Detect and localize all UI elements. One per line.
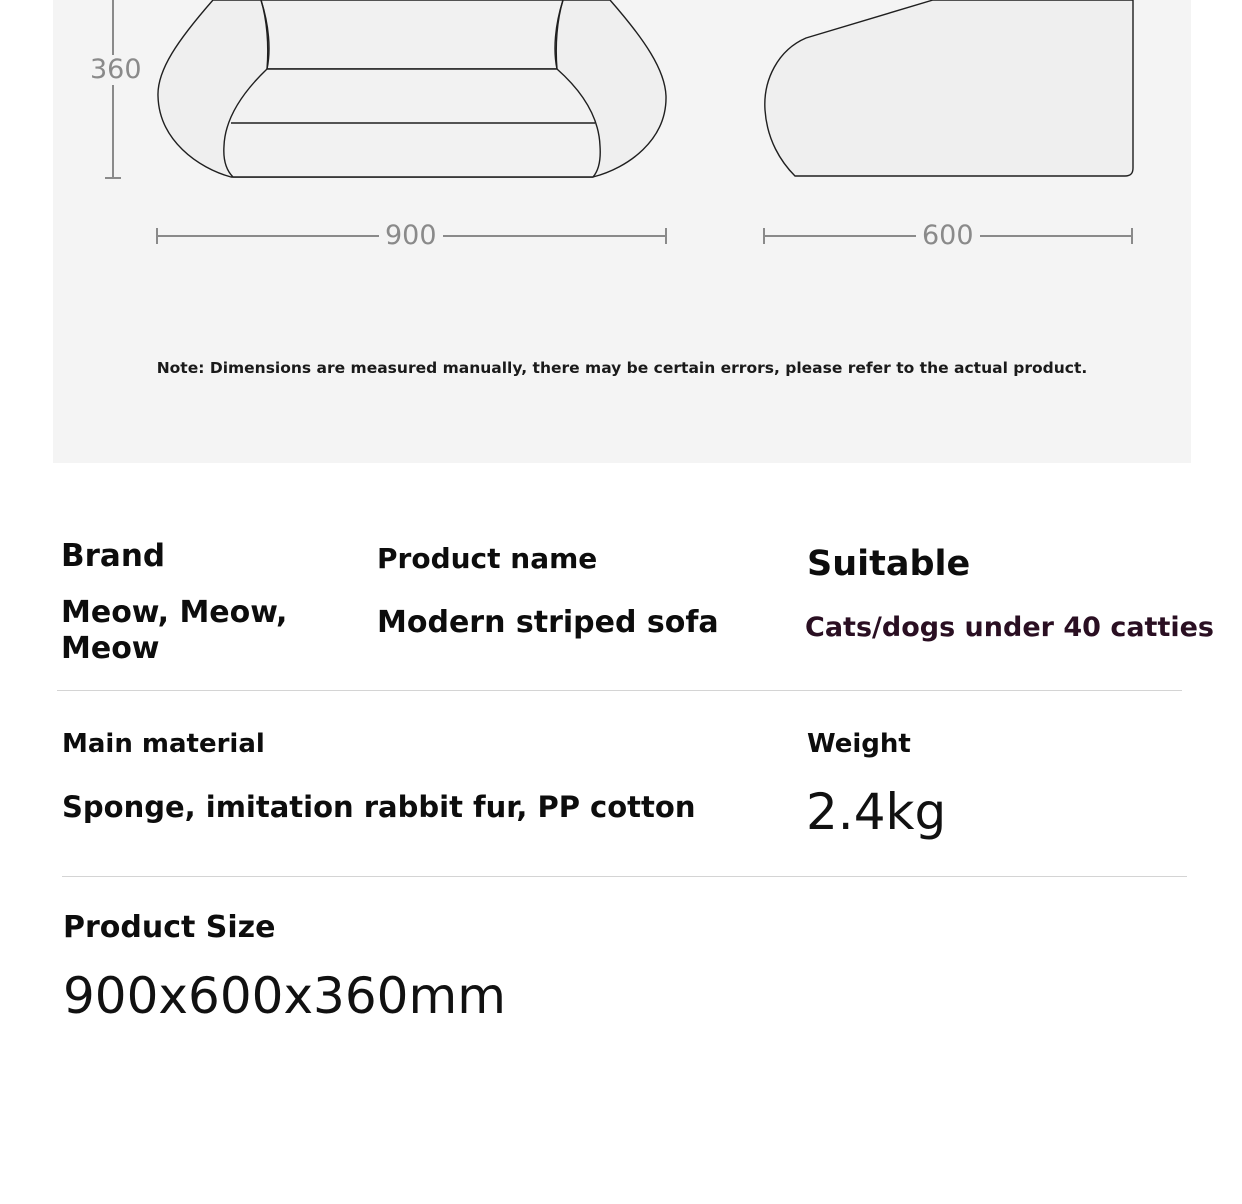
product-name-label: Product name — [377, 542, 598, 575]
brand-label: Brand — [61, 538, 166, 574]
brand-value-line2: Meow — [61, 631, 160, 666]
height-dimension-label: 360 — [84, 55, 148, 85]
sofa-dimension-diagram — [53, 0, 1191, 463]
weight-label: Weight — [807, 729, 911, 759]
sofa-side-body — [765, 0, 1133, 176]
sofa-front-view — [158, 0, 666, 177]
sofa-side-view — [765, 0, 1133, 176]
product-size-value: 900x600x360mm — [63, 967, 506, 1025]
main-material-label: Main material — [62, 729, 265, 759]
product-name-value: Modern striped sofa — [377, 605, 719, 640]
row-divider-2 — [62, 876, 1187, 877]
dimension-diagram-panel — [53, 0, 1191, 463]
width-dimension-label: 900 — [379, 221, 443, 251]
dimension-note: Note: Dimensions are measured manually, there may be certain errors, please refer to the actual product. — [156, 359, 1088, 377]
main-material-value: Sponge, imitation rabbit fur, PP cotton — [62, 790, 696, 824]
suitable-value: Cats/dogs under 40 catties — [805, 612, 1214, 643]
depth-dimension-label: 600 — [916, 221, 980, 251]
suitable-label: Suitable — [807, 544, 971, 584]
weight-value: 2.4kg — [806, 783, 947, 841]
sofa-front-backrest — [261, 0, 563, 69]
brand-value-line1: Meow, Meow, — [61, 595, 288, 630]
height-dimension-line — [105, 0, 121, 178]
product-size-label: Product Size — [63, 910, 276, 945]
row-divider-1 — [57, 690, 1182, 691]
